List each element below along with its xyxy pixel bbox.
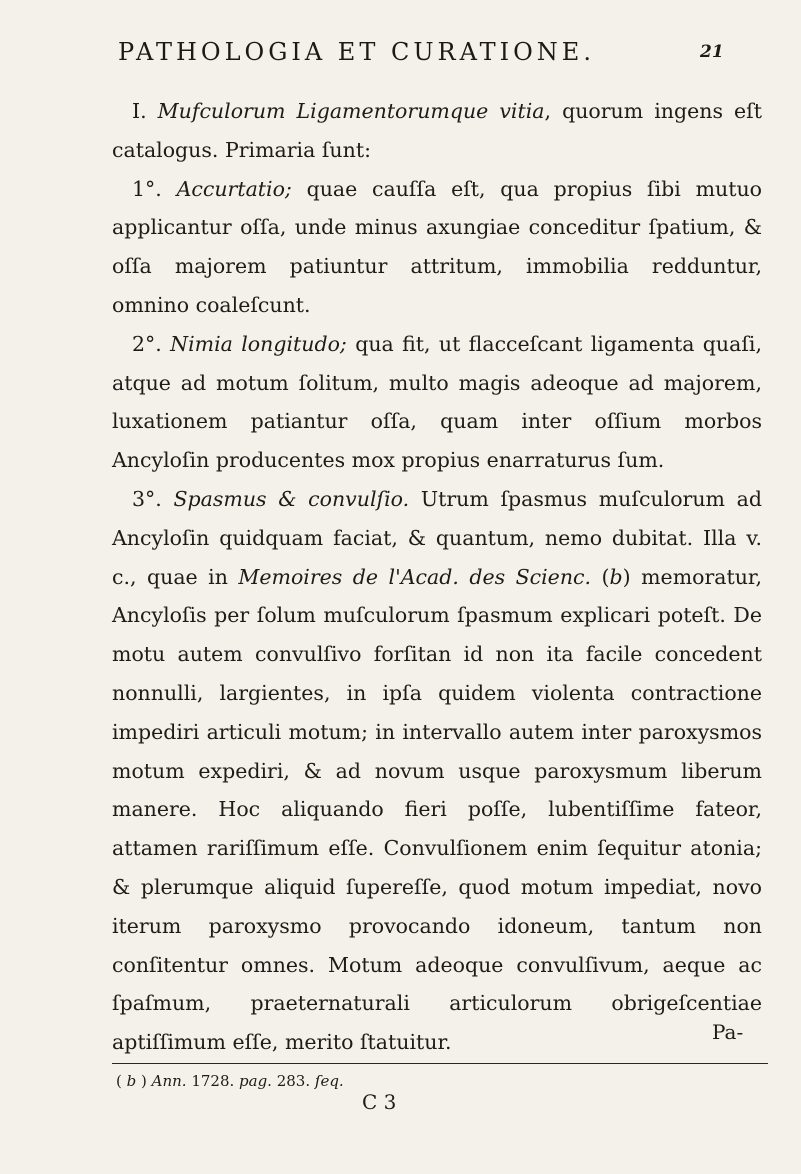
- paragraph-text: quae cauſſa eſt, qua propius ſibi mutuo applicantur oſſa, unde minus axungiae conceditur ſpatium, & oſſa majorem patiuntur attritum, immobilia redduntur, omnino coaleſcunt.: [112, 176, 762, 317]
- running-title: PATHOLOGIA ET CURATIONE.: [118, 38, 595, 66]
- paragraph-text: 3°.: [132, 486, 174, 511]
- catchword: Pa-: [712, 1020, 744, 1044]
- paragraph-text: (: [591, 564, 610, 589]
- paragraph-text: , quorum ingens eſt catalogus. Primaria ſunt:: [112, 99, 762, 162]
- footnote-text: ): [136, 1072, 152, 1090]
- paragraph-text: ) memoratur, Ancyloſis per ſolum muſculorum ſpasmum explicari poteſt. De motu autem convulſivo forſitan id non ita facile concedent nonnulli, largientes, in ipſa quidem violenta contractione impediri articuli motum; in intervallo autem inter paroxysmos motum expediri, & ad novum usque paroxysmum liberum manere. Hoc aliquando fieri poſſe, lubentiſſime fateor, attamen rariſſimum eſſe. Convulſionem enim ſequitur atonia; & plerumque aliquid ſupereſſe, quod motum impediat, novo iterum paroxysmo provocando idoneum, tantum non conſitentur omnes. Motum adeoque convulſivum, aeque ac ſpaſmum, praeternaturali articulorum obrigeſcentiae aptiſſimum eſſe, merito ſtatuitur.: [112, 564, 762, 1055]
- paragraph-text-italic: Accurtatio;: [176, 176, 292, 201]
- footnote-text: 283.: [271, 1072, 315, 1090]
- footnote: [116, 1072, 344, 1090]
- running-header: [0, 38, 801, 72]
- paragraph-accurtatio: [112, 170, 762, 325]
- paragraph-text: qua fit, ut flacceſcant ligamenta quaſi, atque ad motum ſolitum, multo magis adeoque ad majorem, luxationem patiantur oſſa, quam inter oſſium morbos Ancyloſin producentes mox propius enarraturus ſum.: [112, 331, 763, 473]
- signature-mark: C 3: [362, 1090, 397, 1114]
- paragraph-text-italic: Spasmus & convulſio.: [173, 486, 410, 511]
- paragraph-text: Utrum ſpasmus muſculorum ad Ancyloſin quidquam faciat, & quantum, nemo dubitat. Illa v. c., quae in: [112, 486, 762, 589]
- paragraph-intro: [112, 92, 762, 170]
- footnote-text: (: [116, 1072, 127, 1090]
- paragraph-spasmus: [112, 480, 762, 1062]
- footnote-text-italic: pag.: [239, 1072, 272, 1090]
- footnote-text-italic: Ann.: [151, 1072, 187, 1090]
- paragraph-text-italic: Nimia longitudo;: [170, 331, 347, 356]
- paragraph-text-italic: Memoires de l'Acad. des Scienc.: [238, 564, 592, 589]
- paragraph-text: I.: [132, 99, 158, 123]
- footnote-text: 1728.: [186, 1072, 240, 1090]
- main-text: [112, 92, 762, 1062]
- footnote-ref: b: [609, 564, 623, 589]
- paragraph-nimia-longitudo: [112, 325, 762, 480]
- paragraph-text-italic: Mufculorum Ligamentorumque vitia: [157, 99, 545, 123]
- footnote-text-italic: ſeq.: [314, 1072, 344, 1090]
- footnote-text-italic: b: [126, 1072, 137, 1090]
- paragraph-text: 1°.: [132, 176, 177, 201]
- page-number: 21: [700, 42, 724, 62]
- paragraph-text: 2°.: [132, 331, 171, 356]
- footnote-rule: [112, 1063, 768, 1064]
